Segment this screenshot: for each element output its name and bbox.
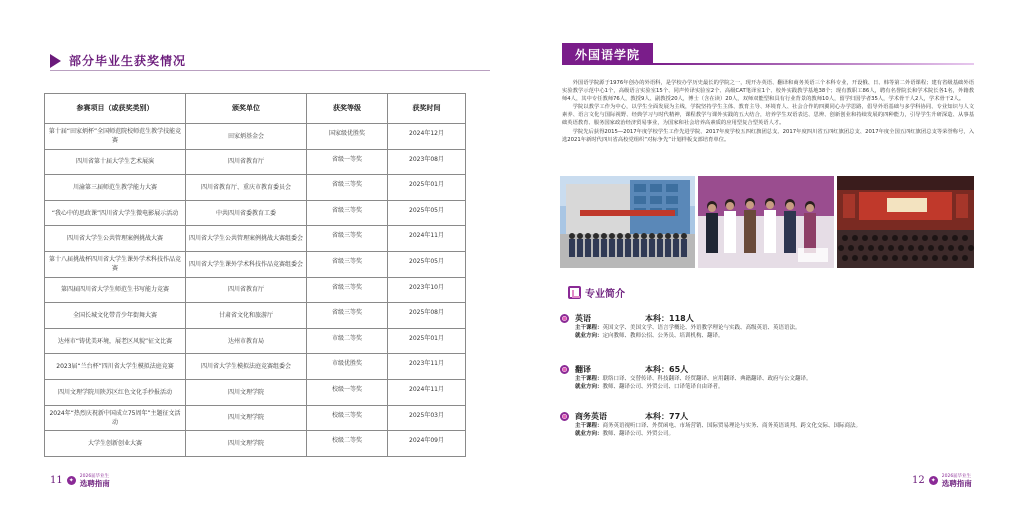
cell-project: 全国长城文化带青少年街舞大赛 [45, 303, 186, 329]
cell-project: 川渝第三届师范生教学能力大赛 [45, 175, 186, 201]
cell-project: 第十届“田家炳杯”全国师范院校师范生教学技能竞赛 [45, 124, 186, 150]
cell-level: 校级一等奖 [307, 379, 388, 405]
cell-project: 2024年“热烈庆祝新中国成立75周年”主题征文活动 [45, 405, 186, 431]
cell-organizer: 四川文理学院 [186, 405, 307, 431]
cell-project: 四川省第十届大学生艺术展演 [45, 149, 186, 175]
cell-time: 2023年10月 [388, 277, 466, 303]
cell-project: 第十八届挑战杯四川省大学生课外学术科技作品竞赛 [45, 251, 186, 277]
page-footer-left [50, 473, 110, 487]
school-logo-icon: ✦ [930, 476, 936, 484]
college-intro [562, 79, 974, 144]
jobs-text: 教师、翻译公司、外贸公司。 [602, 431, 675, 437]
major-name: 商务英语 [575, 412, 607, 421]
right-page [512, 0, 1024, 511]
footer-brand [942, 473, 972, 487]
cell-level: 国家级优胜奖 [307, 124, 388, 150]
cell-time: 2025年05月 [388, 251, 466, 277]
cell-organizer: 四川文理学院 [186, 431, 307, 457]
cell-organizer: 四川省大学生课外学术科技作品竞赛组委会 [186, 251, 307, 277]
major-courses [560, 422, 974, 430]
section-title: 部分毕业生获奖情况 [69, 54, 187, 68]
cell-level: 省级三等奖 [307, 303, 388, 329]
cell-organizer: 四川省教育厅 [186, 149, 307, 175]
page-number: 11 [50, 474, 63, 486]
cell-level: 市级优胜奖 [307, 354, 388, 380]
cell-time: 2025年05月 [388, 200, 466, 226]
cell-project: 2023届“兰台杯”四川省大学生模拟法庭竞赛 [45, 354, 186, 380]
table-header-row [45, 94, 466, 124]
footer-brand-small: 2026届毕业生 [941, 474, 972, 479]
table-row [45, 328, 466, 354]
jobs-label: 就业方向： [575, 333, 603, 339]
book-icon [568, 286, 581, 299]
header-level: 获奖等级 [307, 94, 388, 124]
table-row [45, 405, 466, 431]
courses-label: 主干课程： [575, 423, 603, 429]
intro-paragraph: 学院先后获得2015—2017年度学校学生工作先进学院、2017年度学校五四红旗团总支、2017年度四川省五四红旗团总支、2017年度全国五四红旗团总支等荣誉称号，入选2021年新时代四川省高校党组织“对标争先”计划样板支部培育单位。 [562, 128, 974, 143]
cell-organizer: 四川文理学院 [186, 379, 307, 405]
cell-level: 校级二等奖 [307, 431, 388, 457]
major-translation [560, 364, 974, 391]
cell-time: 2023年08月 [388, 149, 466, 175]
major-name: 翻译 [575, 365, 591, 374]
cell-time: 2024年11月 [388, 226, 466, 252]
cell-time: 2025年08月 [388, 303, 466, 329]
jobs-text: 定向教师、教师公招、公务员、培训机构、翻译。 [602, 333, 724, 339]
major-courses [560, 375, 974, 383]
cell-time: 2024年09月 [388, 431, 466, 457]
header-project: 参赛项目（或获奖类别） [45, 94, 186, 124]
page-footer-right [912, 473, 972, 487]
cell-organizer: 四川省教育厅 [186, 277, 307, 303]
major-jobs [560, 332, 974, 340]
table-row [45, 149, 466, 175]
bullet-icon [560, 412, 569, 421]
major-jobs [560, 430, 974, 438]
table-row [45, 277, 466, 303]
courses-text: 英国文学、美国文学、语言学概论、外语教学理论与实践、高级英语、英语语法。 [602, 325, 801, 331]
awards-table [44, 93, 466, 457]
cell-time: 2025年01月 [388, 328, 466, 354]
cell-level: 省级三等奖 [307, 175, 388, 201]
major-count: 本科：77人 [645, 412, 689, 421]
cell-organizer: 甘肃省文化和旅游厅 [186, 303, 307, 329]
table-row [45, 251, 466, 277]
table-row [45, 379, 466, 405]
cell-time: 2024年11月 [388, 379, 466, 405]
major-courses [560, 324, 974, 332]
school-logo-icon: ✦ [68, 476, 74, 484]
jobs-label: 就业方向： [575, 431, 603, 437]
photo-strip [560, 176, 974, 268]
group-photo-building [560, 176, 695, 268]
cell-project: 大学生创新创业大赛 [45, 431, 186, 457]
major-jobs [560, 383, 974, 391]
cell-project: 四川文理学院川陕苏区红色文化手抄报活动 [45, 379, 186, 405]
cell-organizer: 达州市教育局 [186, 328, 307, 354]
cell-organizer: 四川省大学生公共管理案例挑战大赛组委会 [186, 226, 307, 252]
courses-label: 主干课程： [575, 325, 603, 331]
cell-level: 校级三等奖 [307, 405, 388, 431]
cell-level: 省级三等奖 [307, 277, 388, 303]
cell-time: 2025年01月 [388, 175, 466, 201]
college-title: 外国语学院 [562, 43, 653, 65]
major-business-english [560, 411, 974, 438]
college-title-underline [653, 63, 974, 65]
intro-paragraph: 外国语学院源于1976年创办的外语科，是学校办学历史最长的学院之一，现开办英语、翻译和商务英语三个本科专业，开设俄、日、韩等第二外语课程；建有省级基础外语实验教学示范中心1个，高级语言实验室15个、同声传译实验室2个、高级CAT笔译室1个、校外实践教学基地38个；现有教职工86人，聘有名誉院长和学术院长各1名，外籍教师4人，其中专任教师76人，教授9人、副教授20人，博士（含在读）20人，双师双能型和具有行业背景的教师10人，留学归国学者35人，学术骨干人2人，学术骨干2人。 [562, 80, 974, 103]
table-row [45, 303, 466, 329]
cell-project: 达州市“铸优美环境，展老区风貌”征文比赛 [45, 328, 186, 354]
major-section-header [568, 285, 625, 300]
cell-level: 省级三等奖 [307, 251, 388, 277]
cell-organizer: 四川省教育厅、重庆市教育委员会 [186, 175, 307, 201]
triangle-icon [50, 54, 61, 68]
bullet-icon [560, 365, 569, 374]
cell-organizer: 四川省大学生模拟法庭竞赛组委会 [186, 354, 307, 380]
cell-level: 市级二等奖 [307, 328, 388, 354]
footer-brand-small: 2026届毕业生 [79, 474, 110, 479]
cell-project: 第四届四川省大学生师范生书写能力竞赛 [45, 277, 186, 303]
header-time: 获奖时间 [388, 94, 466, 124]
major-count: 本科：118人 [645, 314, 694, 323]
footer-brand-large: 选聘指南 [941, 479, 972, 488]
major-count: 本科：65人 [645, 365, 689, 374]
cell-organizer: 田家炳基金会 [186, 124, 307, 150]
table-row [45, 175, 466, 201]
intro-paragraph: 学院以教学工作为中心，以学生全面发展为主线，学院坚持学生主体、教育主导、环境育人、社会合作的四翼同心办学思路，倡导外语基础与多学科协同、专业知识与人文素养、语言文化与国际视野、经典学习与时代精神，课程教学与课外实践的五大结合，培养学生双语表达、思辨、创新创业和持续发展的四种能力，引导学生升研深造、从事基础英语教育、服务国家政治经济贸易事业，为国家和社会培养高素质的应用型复合型英语人才。 [562, 104, 974, 127]
bullet-icon [560, 314, 569, 323]
major-title-row [560, 313, 974, 324]
cell-level: 省级三等奖 [307, 226, 388, 252]
jobs-label: 就业方向： [575, 384, 603, 390]
auditorium-photo [837, 176, 974, 268]
table-row [45, 200, 466, 226]
group-photo-students [698, 176, 834, 268]
major-title-row [560, 364, 974, 375]
courses-label: 主干课程： [575, 376, 603, 382]
footer-brand-large: 选聘指南 [79, 479, 110, 488]
cell-organizer: 中共四川省委教育工委 [186, 200, 307, 226]
major-title-row [560, 411, 974, 422]
cell-time: 2024年12月 [388, 124, 466, 150]
cell-project: “我心中的思政课”四川省大学生微电影展示活动 [45, 200, 186, 226]
cell-time: 2023年11月 [388, 354, 466, 380]
cell-level: 省级三等奖 [307, 200, 388, 226]
header-organizer: 颁奖单位 [186, 94, 307, 124]
section-divider [50, 70, 490, 71]
cell-level: 省级一等奖 [307, 149, 388, 175]
page-number: 12 [912, 474, 925, 486]
section-header [50, 52, 186, 69]
table-row [45, 354, 466, 380]
courses-text: 联络口译、交替传译、科技翻译、经贸翻译、应用翻译、典籍翻译、政府与公文翻译。 [602, 376, 812, 382]
footer-brand [80, 473, 110, 487]
cell-time: 2025年03月 [388, 405, 466, 431]
major-english [560, 313, 974, 340]
table-row [45, 124, 466, 150]
cell-project: 四川省大学生公共管理案例挑战大赛 [45, 226, 186, 252]
table-row [45, 226, 466, 252]
major-section-title: 专业简介 [585, 289, 625, 300]
table-row [45, 431, 466, 457]
jobs-text: 教师、翻译公司、外贸公司、口译笔译自由译者。 [602, 384, 724, 390]
courses-text: 商务英语视听口译、外贸函电、市场营销、国际贸易理论与实务、商务英语谈判、跨文化交际、国际商法。 [602, 423, 862, 429]
major-name: 英语 [575, 314, 591, 323]
